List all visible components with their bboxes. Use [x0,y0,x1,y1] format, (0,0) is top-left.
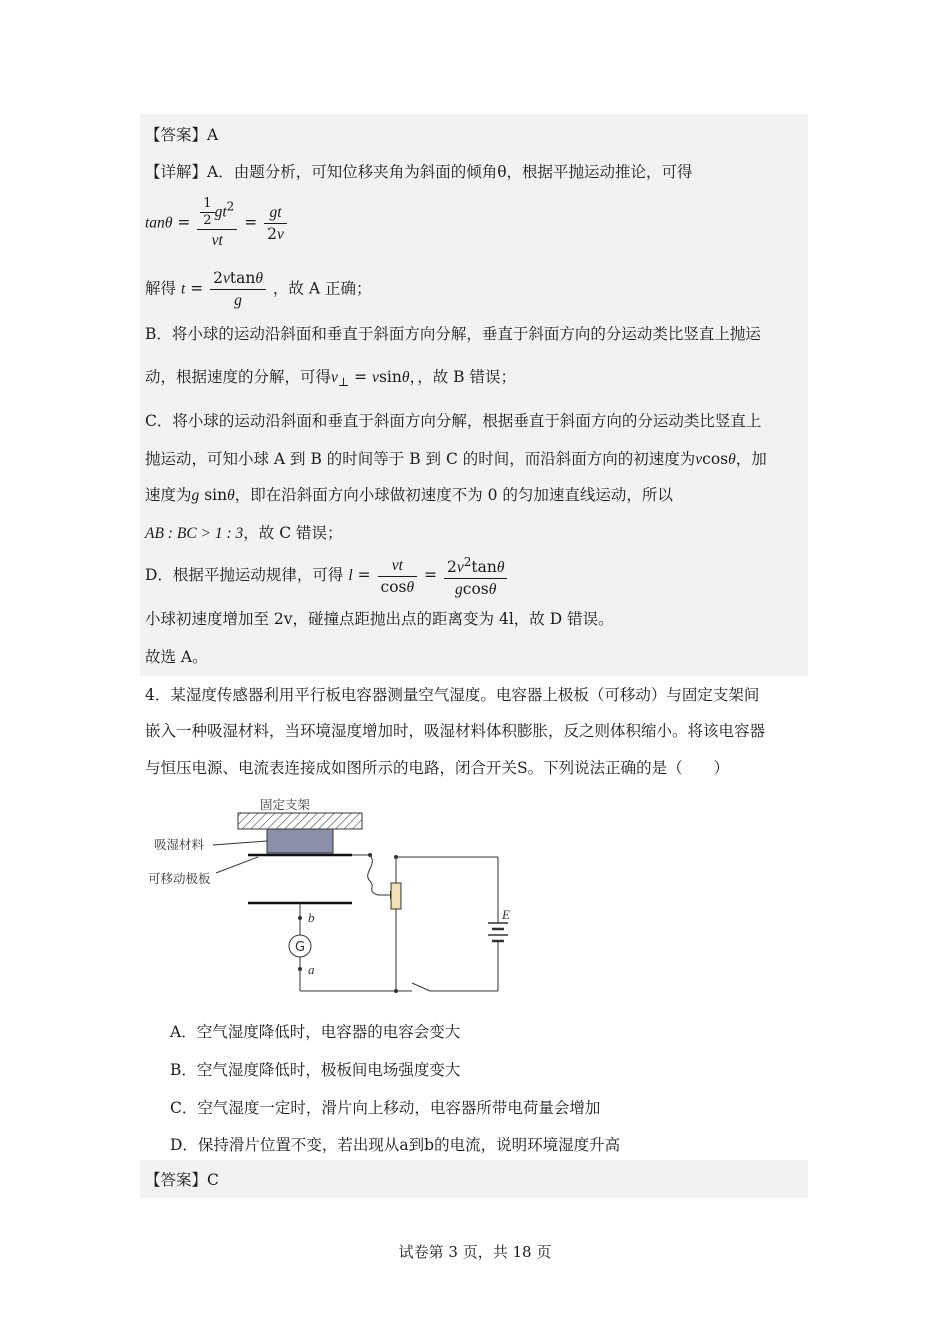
fixed-bracket [238,813,362,829]
answer4-line [145,1169,219,1191]
detail-d-line1: D．根据平抛运动规律，可得 l = $\frac{vt}{\cos\theta}$ = $\frac{2v^2\tan\theta}{gcos\theta}$ [145,552,509,600]
answer4-value: C [207,1171,219,1189]
option-b: B．空气湿度降低时，极板间电场强度变大 [170,1061,461,1079]
label-material: 吸湿材料 [154,837,205,852]
answer4-label: 【答案】 [145,1171,208,1189]
option-a: A．空气湿度降低时，电容器的电容会变大 [170,1023,461,1041]
frac-outer: $\frac{1}{2}$ $gt^2$ vt [197,196,237,251]
detail-conclusion: 故选 A。 [145,648,208,666]
page-footer: 试卷第 3 页，共 18 页 [398,1243,552,1261]
detail-c-line4: AB : BC > 1 : 3，故 C 错误； [145,524,343,542]
label-b: b [308,910,315,925]
detail-c-line3: 速度为g sinθ，即在沿斜面方向小球做初速度不为 0 的匀加速直线运动，所以 [145,486,673,504]
detail-label: 【详解】 [145,163,208,181]
detail-b-line1: B．将小球的运动沿斜面和垂直于斜面方向分解，垂直于斜面方向的分运动类比竖直上抛运 [145,325,761,343]
absorbent-material [267,829,333,853]
answer4-block-shade [140,1160,808,1198]
detail-a-solve: 解得 t = $\frac{2vtan\theta}{g}$ ，故 A 正确； [145,269,372,309]
label-fixed-bracket: 固定支架 [260,797,311,812]
circuit-diagram [140,795,520,1000]
label-movable-plate: 可移动极板 [148,871,211,886]
switch-s [412,983,430,991]
label-g: G [295,940,306,955]
q4-line1: 4．某湿度传感器利用平行板电容器测量空气湿度。电容器上极板（可移动）与固定支架间 [145,686,760,704]
option-d: D．保持滑片位置不变，若出现从a到b的电流，说明环境湿度升高 [170,1136,621,1154]
answer1-label: 【答案】 [145,126,208,144]
detail-c-line1: C．将小球的运动沿斜面和垂直于斜面方向分解，根据垂直于斜面方向的分运动类比竖直上 [145,412,762,430]
detail-c-line2: 抛运动，可知小球 A 到 B 的时间等于 B 到 C 的时间，而沿斜面方向的初速度为vcosθ，加 [145,450,767,468]
detail-a-text: A．由题分析，可知位移夹角为斜面的倾角θ，根据平抛运动推论，可得 [207,163,693,181]
option-c: C．空气湿度一定时，滑片向上移动，电容器所带电荷量会增加 [170,1099,601,1117]
detail-d-line2: 小球初速度增加至 2v，碰撞点距抛出点的距离变为 4l，故 D 错误。 [145,610,614,628]
detail-b-line2: 动，根据速度的分解，可得$v_\perp = vsin\theta$，，故 B 错误； [145,368,516,390]
q4-line3: 与恒压电源、电流表连接成如图所示的电路，闭合开关S。下列说法正确的是（ ） [145,759,730,777]
potentiometer [391,883,401,909]
formula-tan: tanθ = $\frac{1}{2}$ $gt^2$ vt = $\frac{gt}{2v}$ [145,196,289,251]
detail-a-line [145,161,693,183]
q4-line2: 嵌入一种吸湿材料，当环境湿度增加时，吸湿材料体积膨胀，反之则体积缩小。将该电容器 [145,722,766,740]
label-a: a [308,962,315,977]
answer1-value: A [207,126,219,144]
answer1-line [145,124,218,146]
label-e: E [502,907,510,922]
